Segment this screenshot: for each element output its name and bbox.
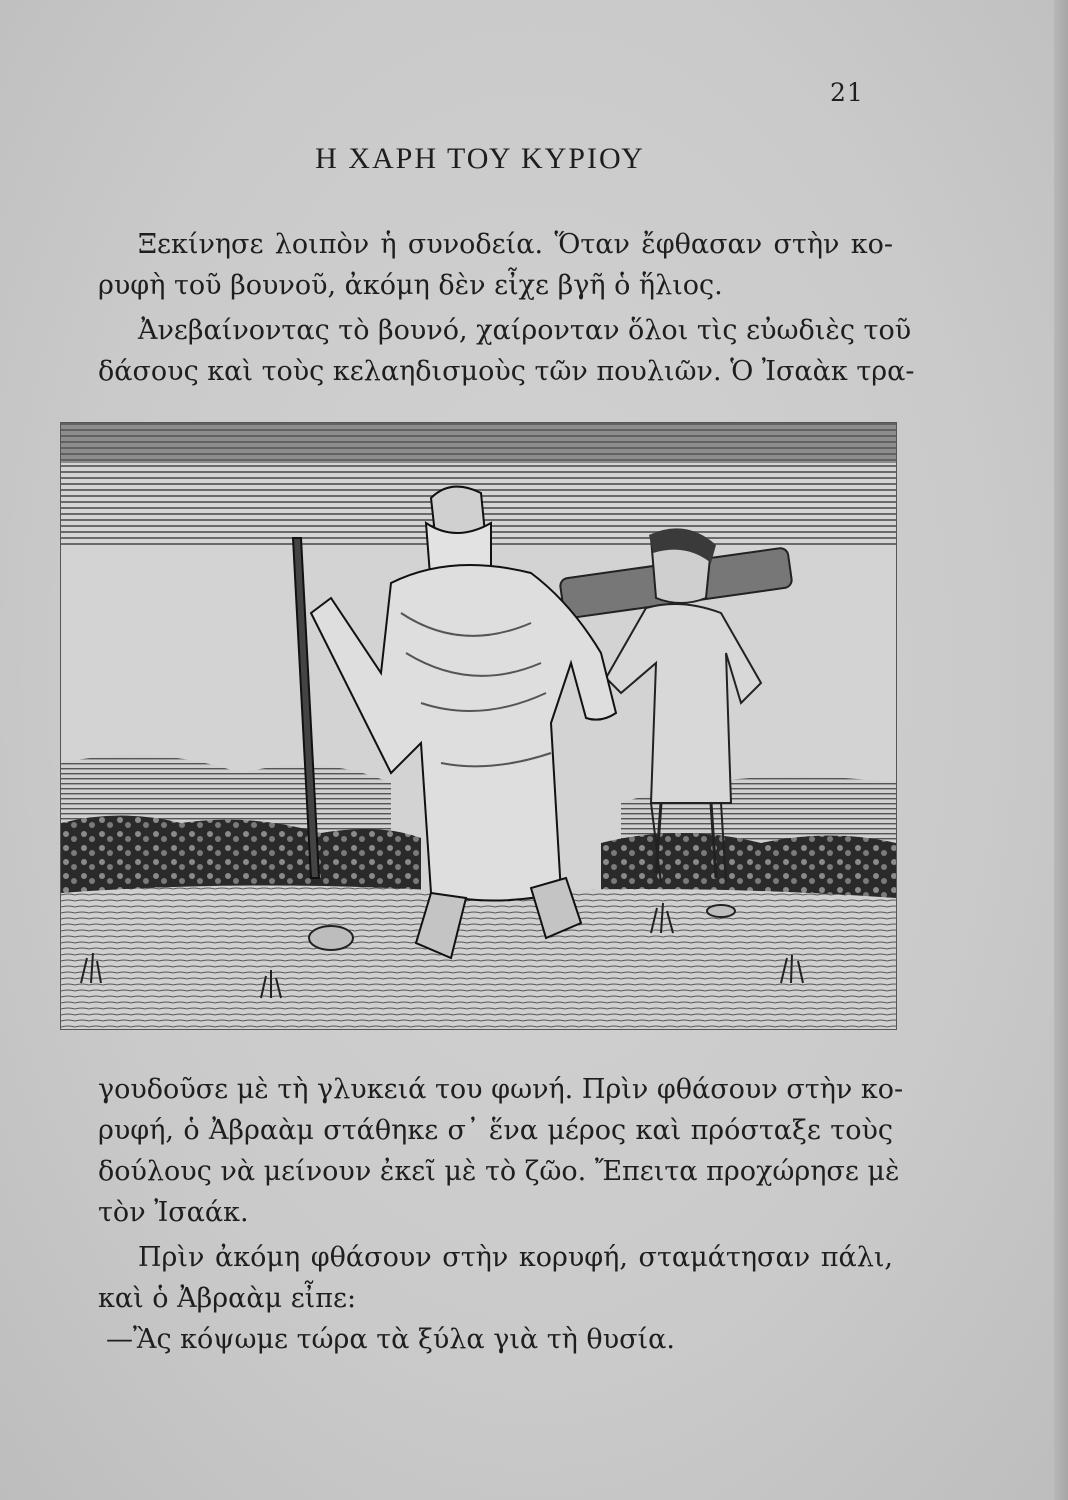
text-line: δάσους καὶ τοὺς κελαηδισμοὺς τῶν πουλιῶν. Ὁ Ἰσαὰκ τρα- — [98, 356, 915, 387]
text-line: ρυφὴ τοῦ βουνοῦ, ἀκόμη δὲν εἶχε βγῆ ὁ ἥλιος. — [98, 270, 723, 301]
text-line: τὸν Ἰσαάκ. — [98, 1197, 249, 1228]
foreground-ground — [61, 886, 896, 1030]
paragraph-block-top — [98, 224, 915, 392]
text-line: Πρὶν ἀκόμη φθάσουν στὴν κορυφή, σταμάτησαν πάλι, — [138, 1242, 893, 1273]
page-number: 21 — [830, 78, 864, 107]
paragraph-block-bottom — [98, 1069, 904, 1360]
text-line: καὶ ὁ Ἀβραὰμ εἶπε: — [98, 1283, 357, 1314]
text-line: Ἀνεβαίνοντας τὸ βουνό, χαίρονταν ὅλοι τὶς εὐωδιὲς τοῦ — [138, 315, 912, 346]
text-line: Ξεκίνησε λοιπὸν ἡ συνοδεία. Ὅταν ἔφθασαν στὴν κο- — [138, 229, 893, 260]
text-line: δούλους νὰ μείνουν ἐκεῖ μὲ τὸ ζῶο. Ἔπειτα προχώρησε μὲ — [98, 1156, 900, 1187]
woodcut-illustration — [60, 422, 897, 1030]
chapter-title: Η ΧΑΡΗ ΤΟΥ ΚΥΡΙΟΥ — [315, 142, 645, 175]
text-line: ρυφή, ὁ Ἀβραὰμ στάθηκε σ᾽ ἕνα μέρος καὶ πρόσταξε τοὺς — [98, 1115, 893, 1146]
dialogue-line: —Ἂς κόψωμε τώρα τὰ ξύλα γιὰ τὴ θυσία. — [106, 1324, 675, 1355]
illustration-svg — [61, 423, 896, 1029]
text-line: γουδοῦσε μὲ τὴ γλυκειά του φωνή. Πρὶν φθάσουν στὴν κο- — [98, 1074, 904, 1105]
book-spine-edge — [1054, 0, 1068, 1500]
